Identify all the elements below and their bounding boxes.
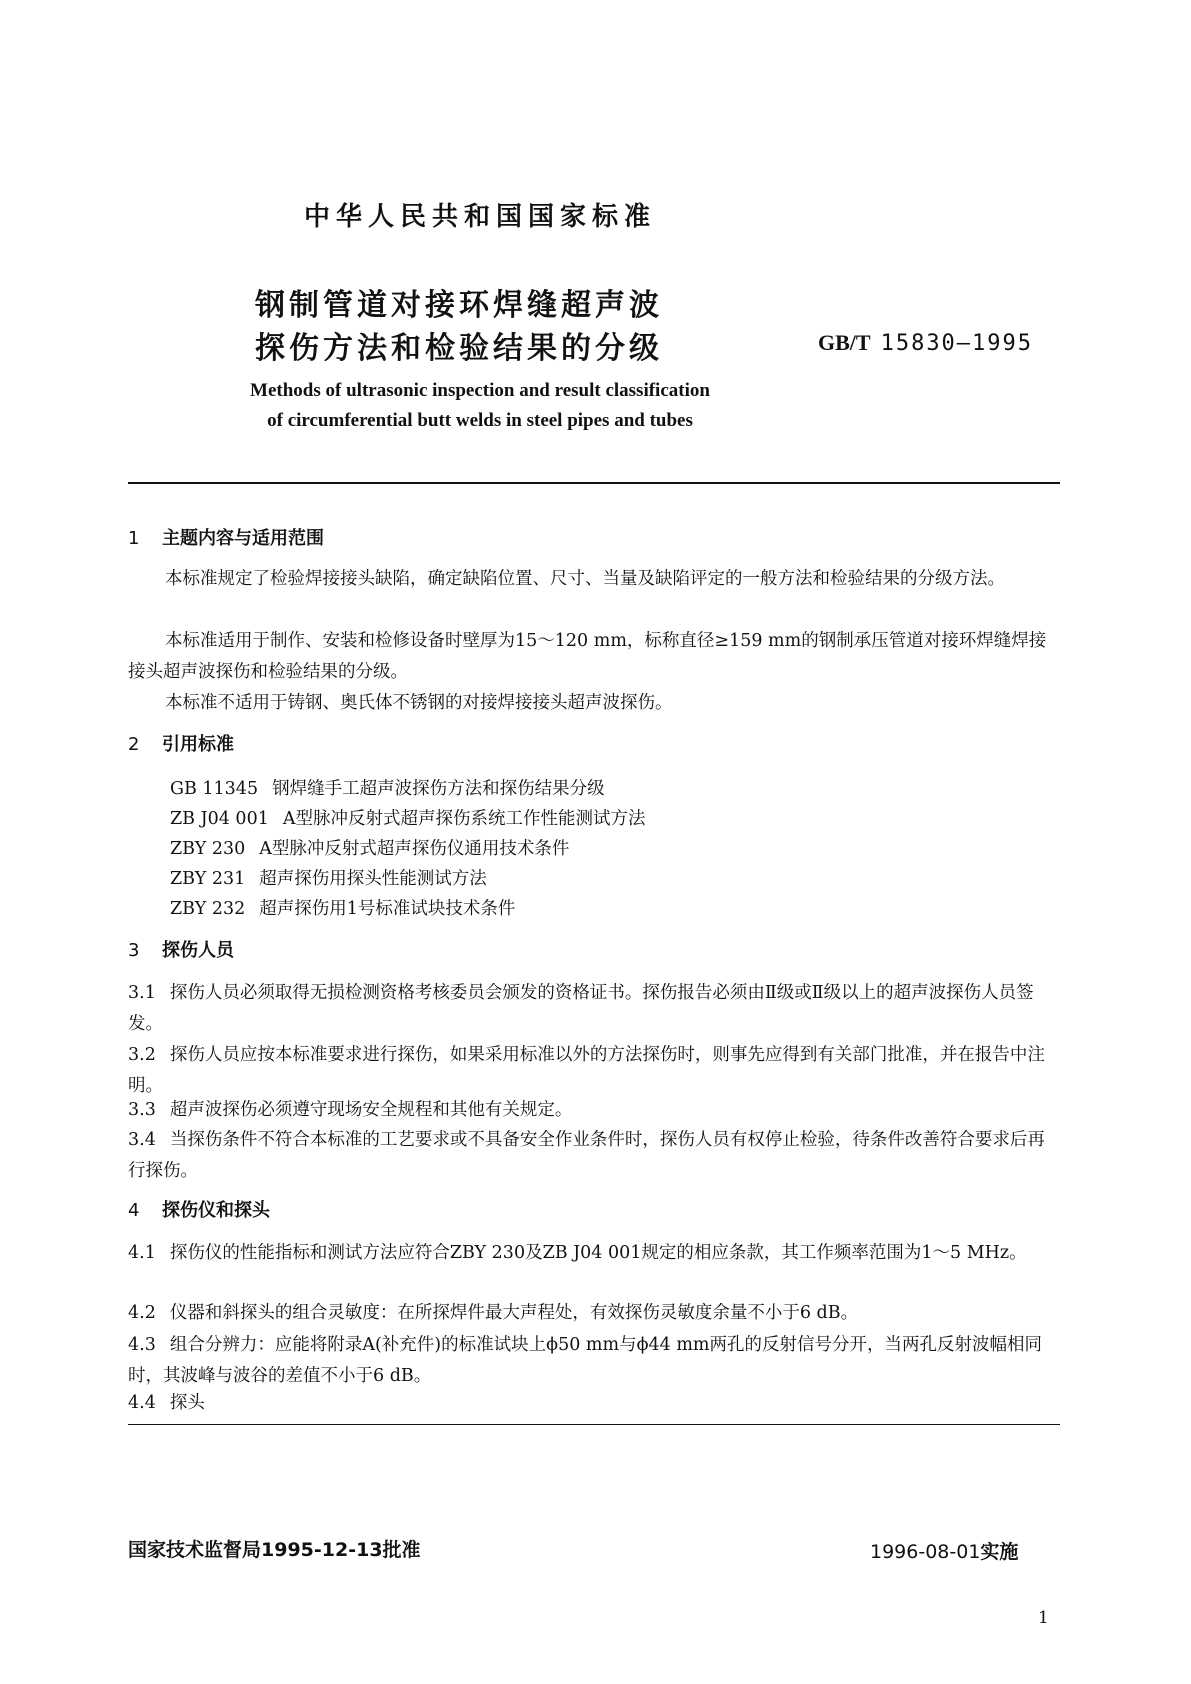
clause-text: 探伤仪的性能指标和测试方法应符合ZBY 230及ZB J04 001规定的相应条款，其工作频率范围为1～5 MHz。 xyxy=(169,1243,1027,1263)
clause-number: 3.4 xyxy=(128,1130,156,1150)
title-cn-line2: 探伤方法和检验结果的分级 xyxy=(255,331,663,366)
section-4-heading xyxy=(128,1196,270,1222)
section-1-heading xyxy=(128,524,324,550)
implementation-date: 1996-08-01 xyxy=(870,1541,981,1563)
section-2-heading xyxy=(128,730,234,756)
header-divider xyxy=(128,482,1060,484)
clause-text: 当探伤条件不符合本标准的工艺要求或不具备安全作业条件时，探伤人员有权停止检验，待条件改善符合要求后再行探伤。 xyxy=(128,1130,1045,1181)
implementation-label: 实施 xyxy=(980,1541,1019,1563)
clause-4-4 xyxy=(128,1388,1060,1419)
reference-code: ZBY 232 xyxy=(170,899,246,919)
clause-number: 3.1 xyxy=(128,983,156,1003)
clause-4-1 xyxy=(128,1238,1060,1269)
section-1-paragraph-3: 本标准不适用于铸钢、奥氏体不锈钢的对接焊接接头超声波探伤。 xyxy=(165,693,673,713)
clause-text: 探头 xyxy=(169,1393,205,1413)
reference-item xyxy=(170,895,515,920)
standard-code: 15830—1995 xyxy=(880,331,1034,356)
clause-3-4 xyxy=(128,1125,1060,1187)
section-number: 2 xyxy=(128,734,140,755)
standard-prefix: GB/T xyxy=(818,330,871,355)
reference-title: 钢焊缝手工超声波探伤方法和探伤结果分级 xyxy=(272,779,605,799)
standard-number xyxy=(818,330,1033,356)
clause-text: 探伤人员必须取得无损检测资格考核委员会颁发的资格证书。探伤报告必须由Ⅱ级或Ⅱ级以上的超声波探伤人员签发。 xyxy=(128,983,1034,1034)
reference-item xyxy=(170,865,487,890)
clause-3-3 xyxy=(128,1095,1060,1126)
clause-3-2 xyxy=(128,1040,1060,1102)
section-1-paragraph-1: 本标准规定了检验焊接接头缺陷，确定缺陷位置、尺寸、当量及缺陷评定的一般方法和检验结果的分级方法。 xyxy=(165,569,1005,589)
title-en-line1: Methods of ultrasonic inspection and result classification xyxy=(250,380,710,401)
reference-item xyxy=(170,805,645,830)
clause-text: 超声波探伤必须遵守现场安全规程和其他有关规定。 xyxy=(169,1100,573,1120)
clause-number: 3.3 xyxy=(128,1100,156,1120)
reference-code: ZB J04 001 xyxy=(170,809,269,829)
footer-divider xyxy=(128,1424,1060,1425)
clause-number: 4.2 xyxy=(128,1303,156,1323)
title-cn-line1: 钢制管道对接环焊缝超声波 xyxy=(255,288,663,323)
reference-title: 超声探伤用1号标准试块技术条件 xyxy=(259,899,516,919)
title-en-line2: of circumferential butt welds in steel pipes and tubes xyxy=(267,410,693,431)
implementation-line xyxy=(870,1537,1018,1564)
clause-text: 组合分辨力：应能将附录A(补充件)的标准试块上ϕ50 mm与ϕ44 mm两孔的反射信号分开，当两孔反射波幅相同时，其波峰与波谷的差值不小于6 dB。 xyxy=(128,1335,1043,1386)
clause-number: 4.4 xyxy=(128,1393,156,1413)
reference-code: ZBY 231 xyxy=(170,869,246,889)
clause-number: 3.2 xyxy=(128,1045,156,1065)
clause-number: 4.1 xyxy=(128,1243,156,1263)
reference-title: A型脉冲反射式超声探伤仪通用技术条件 xyxy=(259,839,570,859)
national-standard-heading: 中华人民共和国国家标准 xyxy=(303,202,656,232)
reference-title: 超声探伤用探头性能测试方法 xyxy=(259,869,487,889)
section-number: 4 xyxy=(128,1200,140,1221)
clause-3-1 xyxy=(128,978,1060,1040)
reference-code: ZBY 230 xyxy=(170,839,246,859)
section-title: 引用标准 xyxy=(162,734,234,755)
reference-item xyxy=(170,775,605,800)
clause-text: 仪器和斜探头的组合灵敏度：在所探焊件最大声程处，有效探伤灵敏度余量不小于6 dB。 xyxy=(169,1303,859,1323)
clause-number: 4.3 xyxy=(128,1335,156,1355)
reference-item xyxy=(170,835,569,860)
reference-title: A型脉冲反射式超声探伤系统工作性能测试方法 xyxy=(282,809,646,829)
section-3-heading xyxy=(128,936,234,962)
clause-4-3 xyxy=(128,1330,1060,1392)
section-title: 探伤人员 xyxy=(162,940,234,961)
section-number: 1 xyxy=(128,528,140,549)
reference-code: GB 11345 xyxy=(170,779,259,799)
section-1-paragraph-2: 本标准适用于制作、安装和检修设备时壁厚为15～120 mm，标称直径≥159 mm的钢制承压管道对接环焊缝焊接接头超声波探伤和检验结果的分级。 xyxy=(128,631,1047,682)
section-number: 3 xyxy=(128,940,140,961)
section-title: 主题内容与适用范围 xyxy=(162,528,324,549)
approval-line: 国家技术监督局1995-12-13批准 xyxy=(128,1539,421,1561)
page-number: 1 xyxy=(1038,1608,1049,1628)
clause-text: 探伤人员应按本标准要求进行探伤，如果采用标准以外的方法探伤时，则事先应得到有关部门批准，并在报告中注明。 xyxy=(128,1045,1045,1096)
section-title: 探伤仪和探头 xyxy=(162,1200,270,1221)
clause-4-2 xyxy=(128,1298,1060,1329)
